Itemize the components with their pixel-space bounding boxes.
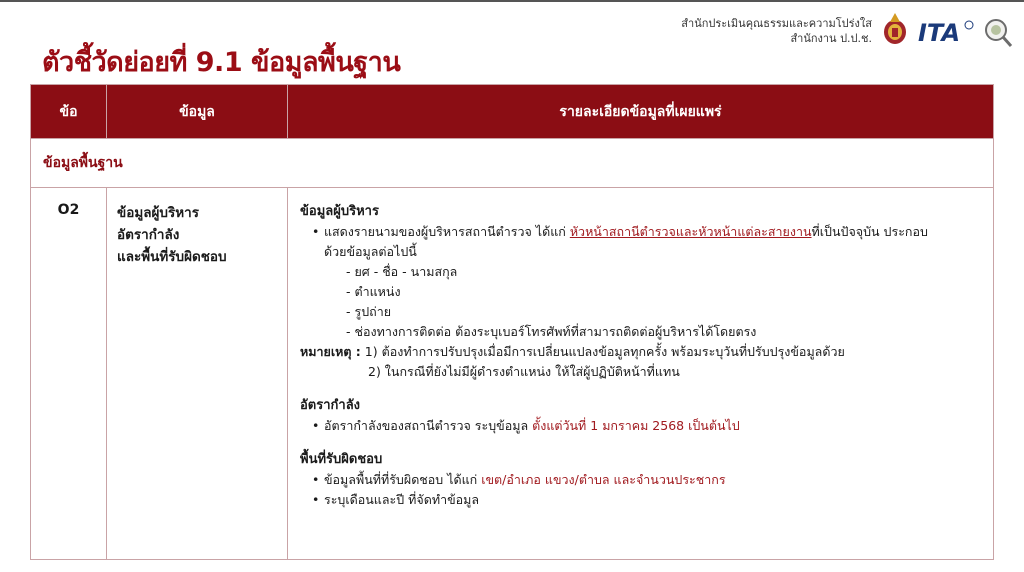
- table-row: [31, 188, 994, 560]
- area-heading: พื้นที่รับผิดชอบ: [300, 452, 383, 467]
- header-details: รายละเอียดข้อมูลที่เผยแพร่: [288, 85, 994, 139]
- area-bullet-1-text: ข้อมูลพื้นที่ที่รับผิดชอบ ได้แก่: [324, 472, 482, 487]
- executives-bullet-cont: ด้วยข้อมูลต่อไปนี้: [324, 244, 417, 259]
- table-header-row: [31, 85, 994, 139]
- note-text-2: 2) ในกรณีที่ยังไม่มีผู้ดำรงตำแหน่ง ให้ใส่ผู้ปฏิบัติหน้าที่แทน: [368, 364, 680, 379]
- section-row: [31, 139, 994, 188]
- row-number: O2: [57, 202, 80, 218]
- executives-bullet: [310, 222, 983, 262]
- row-details-cell: [288, 188, 994, 560]
- executives-bullet-text: แสดงรายนามของผู้บริหารสถานีตำรวจ ได้แก่: [324, 224, 570, 239]
- ita-logo-text: ITA: [918, 19, 961, 47]
- org-name: [681, 16, 872, 46]
- row-number-cell: [31, 188, 107, 560]
- nacc-seal-icon: [882, 12, 908, 46]
- note-label: หมายเหตุ :: [300, 344, 361, 359]
- org-line-2: สำนักงาน ป.ป.ช.: [790, 32, 872, 45]
- top-divider: [0, 0, 1024, 2]
- page-title: ตัวชี้วัดย่อยที่ 9.1 ข้อมูลพื้นฐาน: [42, 47, 401, 78]
- manpower-heading: อัตรากำลัง: [300, 398, 361, 413]
- list-item: - ตำแหน่ง: [346, 284, 401, 299]
- ita-logo-icon: [918, 16, 1014, 48]
- area-bullet-2: • ระบุเดือนและปี ที่จัดทำข้อมูล: [310, 490, 983, 510]
- info-line-2: อัตรากำลัง: [117, 227, 180, 243]
- header-info: ข้อมูล: [107, 85, 288, 139]
- manpower-highlight: ตั้งแต่วันที่ 1 มกราคม 2568 เป็นต้นไป: [532, 418, 740, 433]
- manpower-bullet-text: อัตรากำลังของสถานีตำรวจ ระบุข้อมูล: [324, 418, 533, 433]
- executives-bullet-post: ที่เป็นปัจจุบัน ประกอบ: [811, 224, 928, 239]
- list-item: - รูปถ่าย: [346, 304, 392, 319]
- section-label: ข้อมูลพื้นฐาน: [31, 139, 994, 188]
- info-line-3: และพื้นที่รับผิดชอบ: [117, 249, 227, 265]
- note-line-1: [300, 342, 983, 362]
- manpower-bullet: [310, 416, 983, 436]
- executives-heading: ข้อมูลผู้บริหาร: [300, 204, 379, 219]
- info-line-1: ข้อมูลผู้บริหาร: [117, 205, 199, 221]
- data-table: [30, 84, 994, 560]
- area-bullet-1: [310, 470, 983, 490]
- org-line-1: สำนักประเมินคุณธรรมและความโปร่งใส: [681, 17, 872, 30]
- list-item: - ช่องทางการติดต่อ ต้องระบุเบอร์โทรศัพท์ที่สามารถติดต่อผู้บริหารได้โดยตรง: [346, 324, 757, 339]
- header-no: ข้อ: [31, 85, 107, 139]
- note-text-1: 1) ต้องทำการปรับปรุงเมื่อมีการเปลี่ยนแปลงข้อมูลทุกครั้ง พร้อมระบุวันที่ปรับปรุงข้อมูลด้วย: [364, 344, 845, 359]
- list-item: - ยศ - ชื่อ - นามสกุล: [346, 264, 458, 279]
- executives-highlight: หัวหน้าสถานีตำรวจและหัวหน้าแต่ละสายงาน: [569, 224, 812, 239]
- row-info-cell: [107, 188, 288, 560]
- area-highlight: เขต/อำเภอ แขวง/ตำบล และจำนวนประชากร: [481, 472, 726, 487]
